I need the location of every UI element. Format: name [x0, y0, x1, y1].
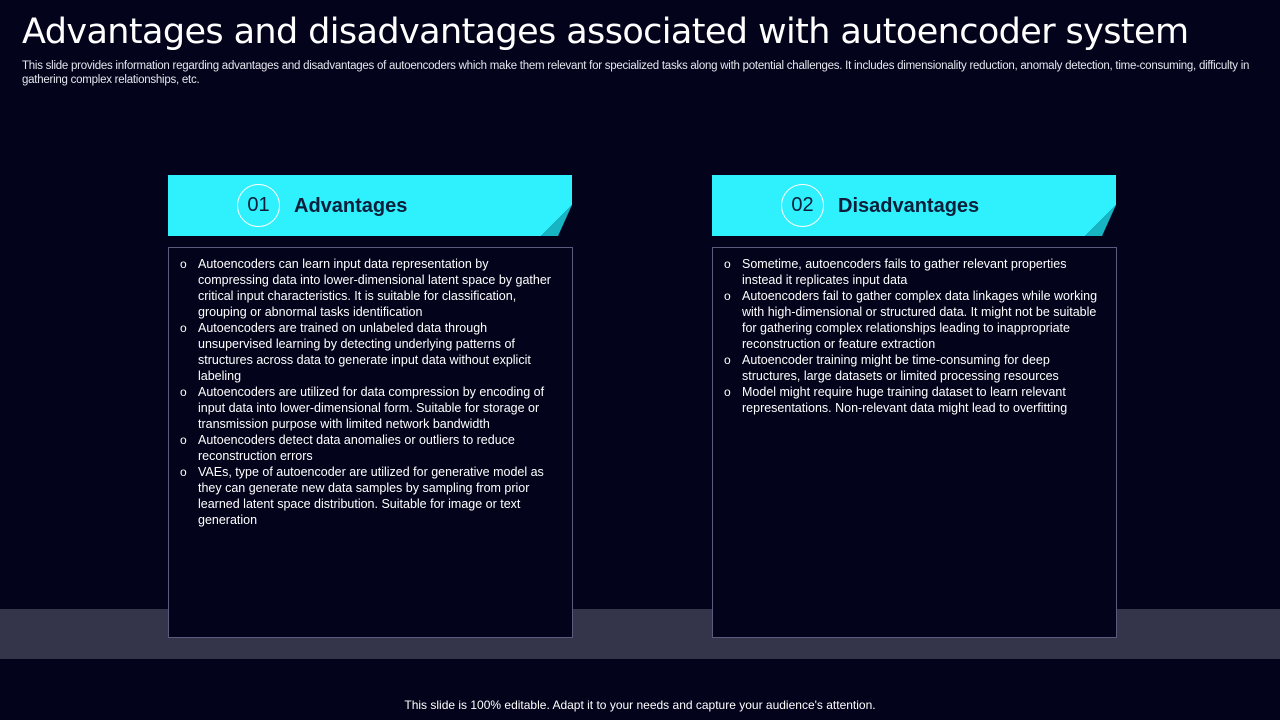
- advantages-item-text: Autoencoders are trained on unlabeled data through unsupervised learning by detecting underlying patterns of structures across data to generate input data without explicit labeling: [198, 321, 531, 383]
- bullet-icon: o: [724, 353, 731, 367]
- advantages-list-item: [179, 432, 560, 464]
- bullet-icon: o: [180, 385, 187, 399]
- disadvantages-number-badge: 02: [781, 184, 824, 227]
- bullet-icon: o: [180, 465, 187, 479]
- disadvantages-list-item: [723, 352, 1104, 384]
- advantages-list-item: [179, 256, 560, 320]
- disadvantages-list: [723, 256, 1104, 416]
- bullet-icon: o: [180, 257, 187, 271]
- advantages-list-item: [179, 320, 560, 384]
- slide-title: Advantages and disadvantages associated with autoencoder system: [22, 12, 1189, 52]
- bullet-icon: o: [724, 289, 731, 303]
- advantages-item-text: Autoencoders are utilized for data compression by encoding of input data into lower-dimensional form. Suitable for storage or transmission purpose with limited network bandwidth: [198, 385, 545, 431]
- bullet-icon: o: [724, 385, 731, 399]
- advantages-list-item: [179, 464, 560, 528]
- disadvantages-item-text: Autoencoder training might be time-consuming for deep structures, large datasets or limited processing resources: [742, 353, 1059, 383]
- advantages-item-text: Autoencoders can learn input data representation by compressing data into lower-dimensional latent space by gather critical input characteristics. It is suitable for classification, grouping or abnormal tasks identification: [198, 257, 551, 319]
- disadvantages-list-item: [723, 256, 1104, 288]
- bullet-icon: o: [180, 433, 187, 447]
- disadvantages-list-item: [723, 384, 1104, 416]
- advantages-number-badge: 01: [237, 184, 280, 227]
- bullet-icon: o: [180, 321, 187, 335]
- bullet-icon: o: [724, 257, 731, 271]
- advantages-header: [168, 175, 572, 236]
- disadvantages-item-text: Sometime, autoencoders fails to gather relevant properties instead it replicates input data: [742, 257, 1067, 287]
- disadvantages-header: [712, 175, 1116, 236]
- advantages-item-text: Autoencoders detect data anomalies or outliers to reduce reconstruction errors: [198, 433, 515, 463]
- disadvantages-item-text: Autoencoders fail to gather complex data linkages while working with high-dimensional or structured data. It might not be suitable for gathering complex relationships leading to inappropriate reconstruction or feature extraction: [742, 289, 1098, 351]
- disadvantages-title: Disadvantages: [838, 195, 980, 217]
- advantages-title: Advantages: [294, 195, 408, 217]
- slide-subtitle: This slide provides information regarding advantages and disadvantages of autoencoders which make them relevant for specialized tasks along with potential challenges. It includes dimensionality reduction, anomaly detection, time-consuming, difficulty in gathering complex relationships, etc.: [22, 60, 1250, 86]
- disadvantages-panel: [712, 247, 1117, 638]
- disadvantages-item-text: Model might require huge training dataset to learn relevant representations. Non-relevant data might lead to overfitting: [742, 385, 1068, 415]
- advantages-panel: [168, 247, 573, 638]
- advantages-item-text: VAEs, type of autoencoder are utilized for generative model as they can generate new data samples by sampling from prior learned latent space distribution. Suitable for image or text generation: [198, 465, 544, 527]
- disadvantages-list-item: [723, 288, 1104, 352]
- advantages-list: [179, 256, 560, 528]
- slide-footer: This slide is 100% editable. Adapt it to your needs and capture your audience's attention.: [404, 698, 876, 712]
- advantages-list-item: [179, 384, 560, 432]
